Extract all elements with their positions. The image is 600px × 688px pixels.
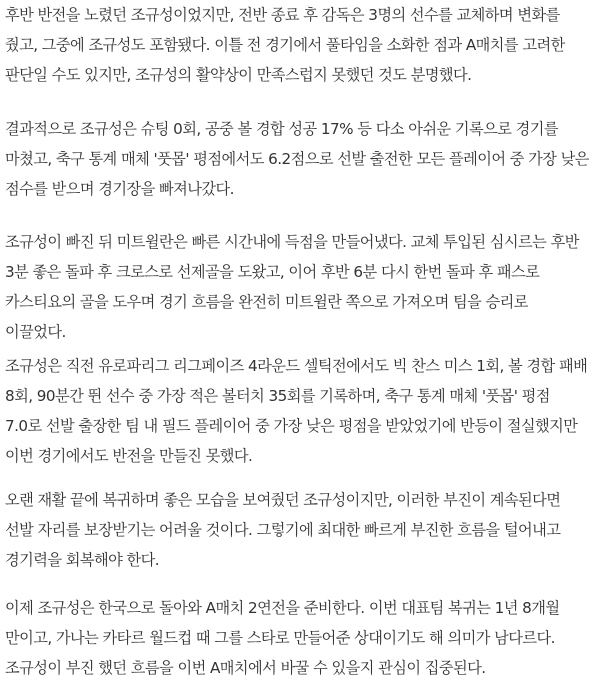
article-paragraph-3: 조규성이 빠진 뒤 미트윌란은 빠른 시간내에 득점을 만들어냈다. 교체 투입된 심시르는 후반 3분 좋은 돌파 후 크로스로 선제골을 도왔고, 이어 후반 6분 다시 한번 돌파 후 패스로 카스티요의 골을 도우며 경기 흐름을 완전히 미트윌란 쪽으로 가져오며 팀을 승리로 이끌었다. [5, 233, 579, 341]
article-paragraph-2: 결과적으로 조규성은 슈팅 0회, 공중 볼 경합 성공 17% 등 다소 아쉬운 기록으로 경기를 마쳤고, 축구 통계 매체 '풋몹' 평점에서도 6.2점으로 선발 출전한 모든 플레이어 중 가장 낮은 점수를 받으며 경기장을 빠져나갔다. [5, 120, 589, 198]
article-paragraph-4: 조규성은 직전 유로파리그 리그페이즈 4라운드 셀틱전에서도 빅 찬스 미스 1회, 볼 경합 패배 8회, 90분간 뛴 선수 중 가장 적은 볼터치 35회를 기록하며, 축구 통계 매체 '풋몹' 평점 7.0로 선발 출장한 팀 내 필드 플레이어 중 가장 낮은 평점을 받았었기에 반등이 절실했지만 이번 경기에서도 반전을 만들진 못했다. [5, 357, 588, 465]
article-paragraph-6: 이제 조규성은 한국으로 돌아와 A매치 2연전을 준비한다. 이번 대표팀 복귀는 1년 8개월 만이고, 가나는 카타르 월드컵 때 그를 스타로 만들어준 상대이기도 해 의미가 남다르다. 조규성이 부진 했던 흐름을 이번 A매치에서 바꿀 수 있을지 관심이 집중된다. [5, 599, 560, 677]
article-paragraph-5: 오랜 재활 끝에 복귀하며 좋은 모습을 보여줬던 조규성이지만, 이러한 부진이 계속된다면 선발 자리를 보장받기는 어려울 것이다. 그렇기에 최대한 빠르게 부진한 흐름을 털어내고 경기력을 회복해야 한다. [5, 491, 561, 569]
article-paragraph-1: 후반 반전을 노렸던 조규성이었지만, 전반 종료 후 감독은 3명의 선수를 교체하며 변화를 줬고, 그중에 조규성도 포함됐다. 이틀 전 경기에서 풀타임을 소화한 점과 A매치를 고려한 판단일 수도 있지만, 조규성의 활약상이 만족스럽지 못했던 것도 분명했다. [5, 6, 565, 84]
